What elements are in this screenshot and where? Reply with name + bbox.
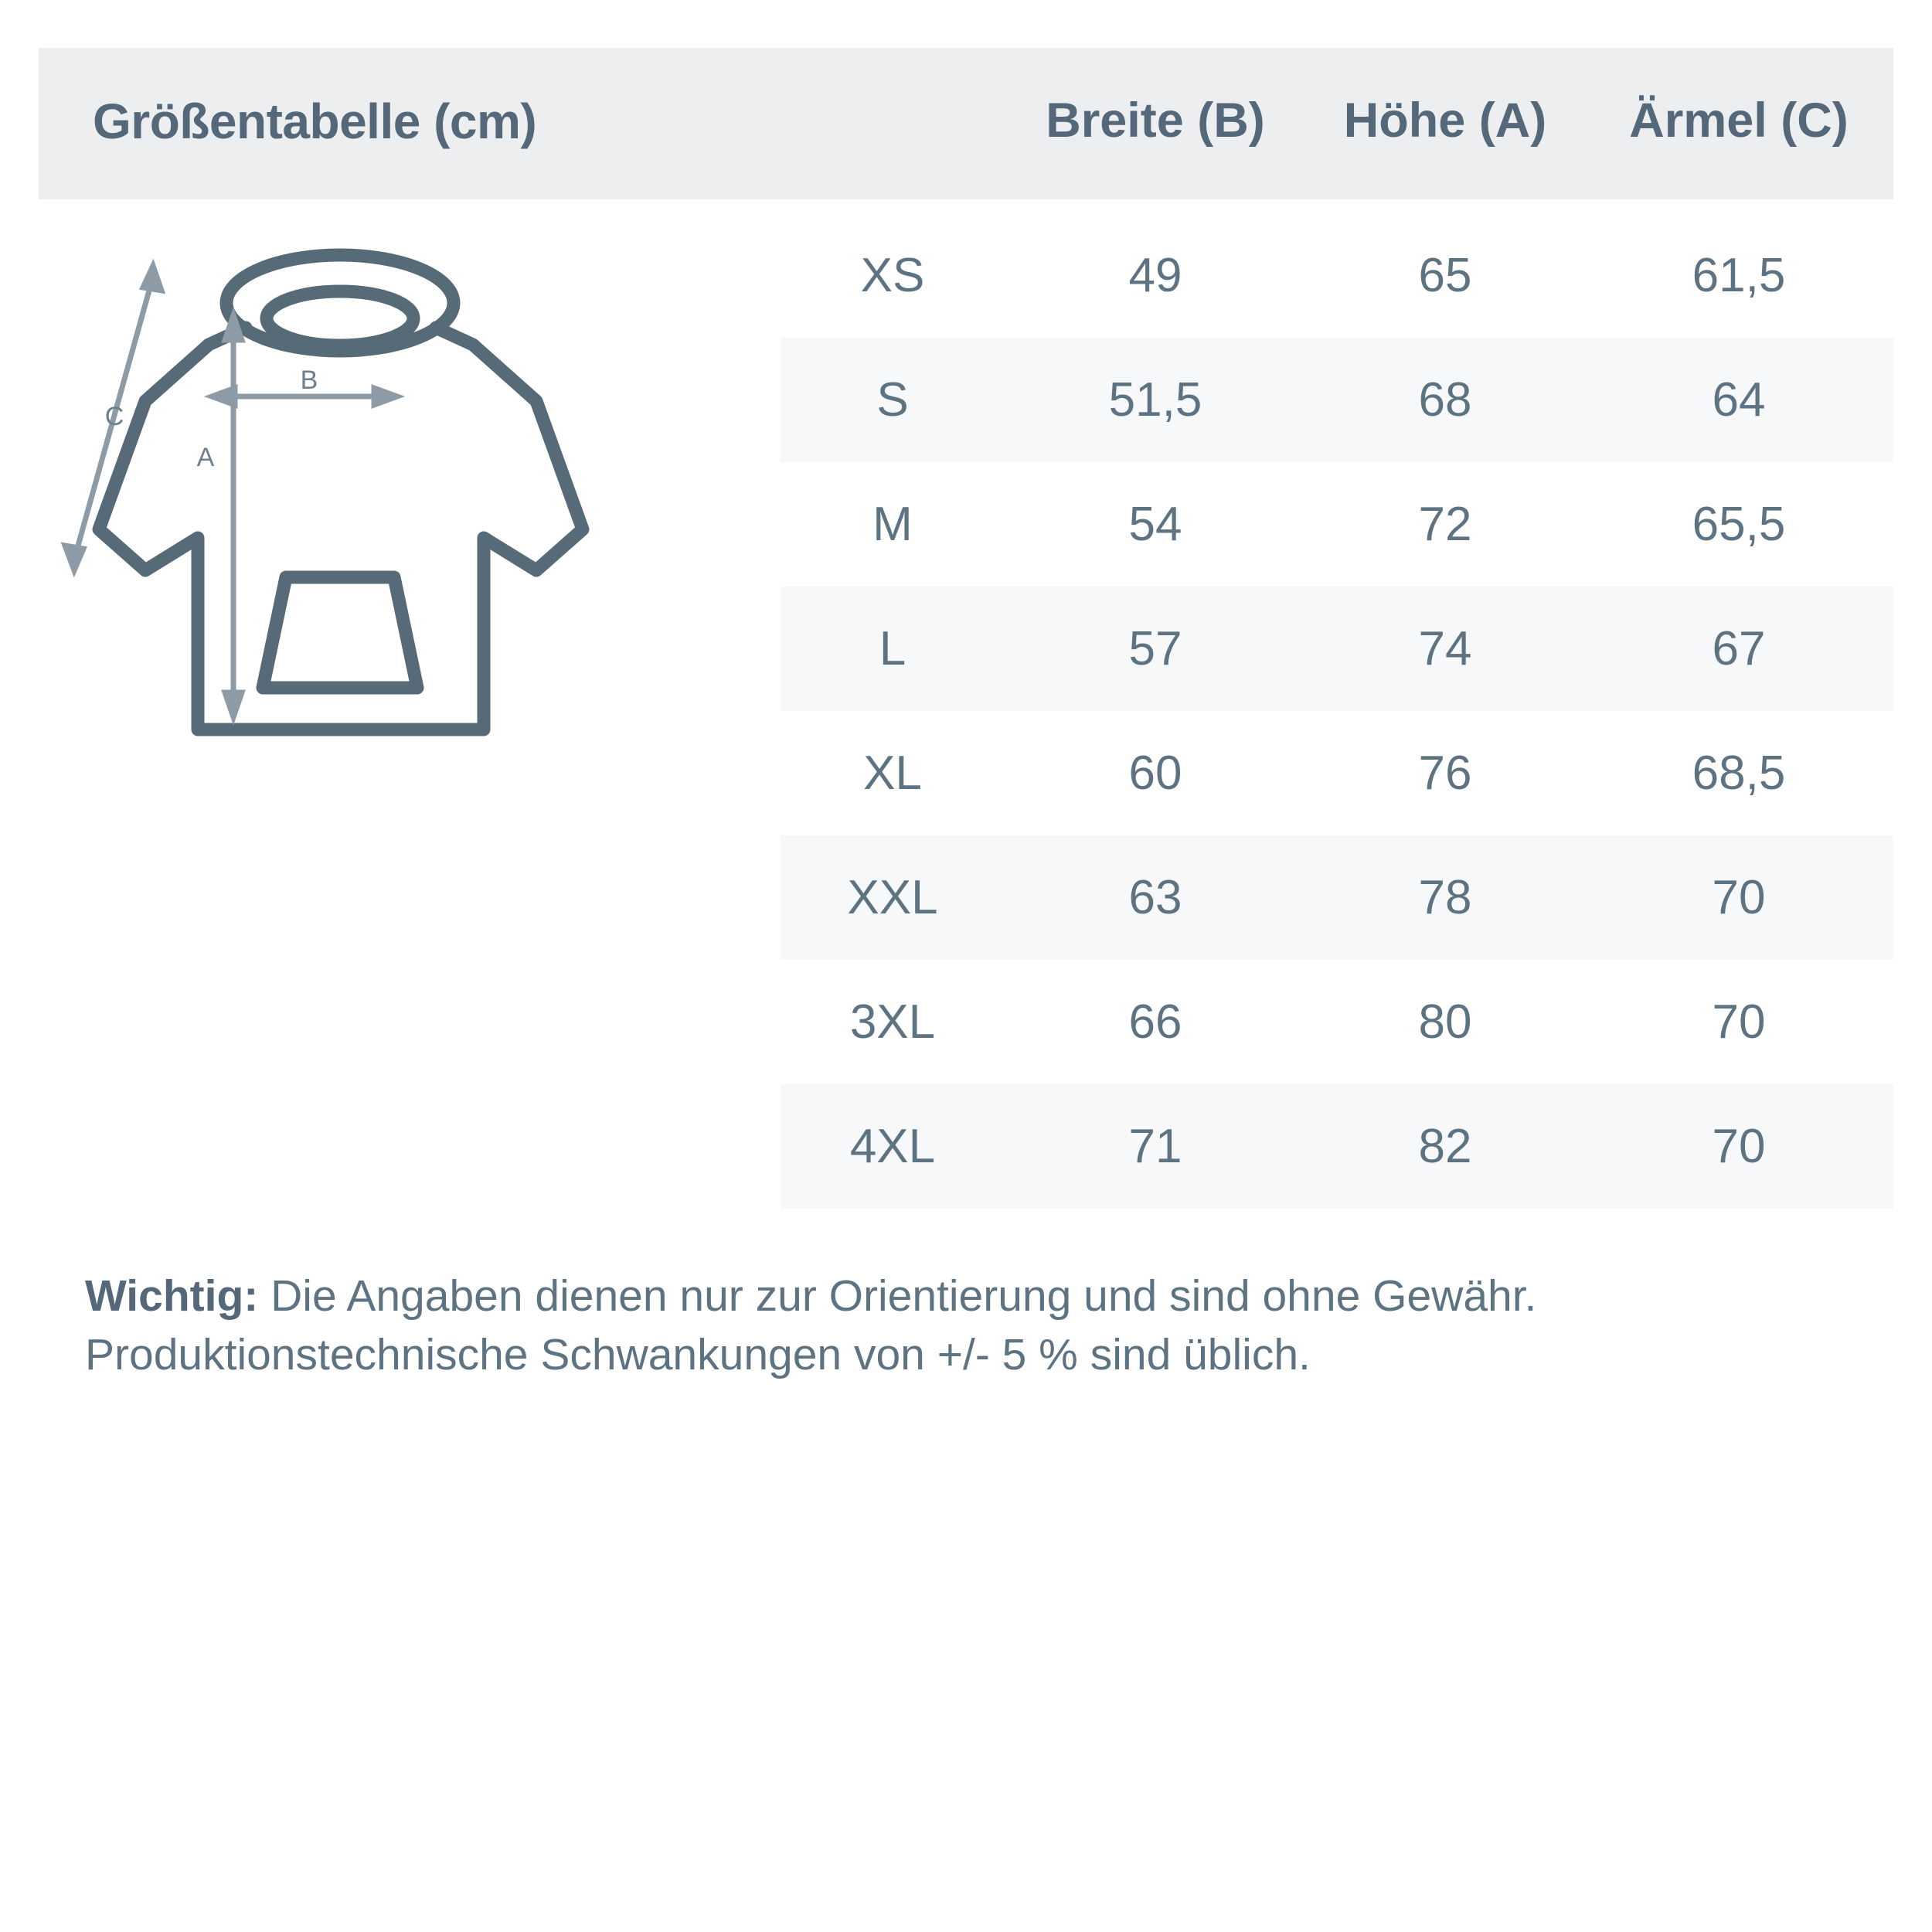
footnote-lead: Wichtig: xyxy=(85,1271,259,1321)
cell-aermel: 70 xyxy=(1712,995,1766,1049)
size-table-wrapper xyxy=(781,213,1893,1209)
table-row xyxy=(781,1084,1893,1209)
table-row xyxy=(781,462,1893,587)
cell-size: 4XL xyxy=(781,1084,1005,1209)
header-col-hoehe: Höhe (A) xyxy=(1343,94,1547,148)
cell-aermel: 68,5 xyxy=(1692,747,1786,800)
table-row xyxy=(781,587,1893,711)
cell-size: XXL xyxy=(781,835,1005,960)
header-col-aermel: Ärmel (C) xyxy=(1629,94,1849,148)
cell-breite: 63 xyxy=(1005,835,1306,960)
cell-size: L xyxy=(781,587,1005,711)
cell-size: 3XL xyxy=(849,995,936,1049)
cell-breite: 60 xyxy=(1128,747,1182,800)
cell-hoehe: 82 xyxy=(1306,1084,1584,1209)
cell-hoehe: 72 xyxy=(1418,498,1472,551)
cell-hoehe: 76 xyxy=(1418,747,1472,800)
cell-size: XL xyxy=(863,747,922,800)
cell-breite: 51,5 xyxy=(1005,338,1306,462)
header-band xyxy=(39,48,1893,199)
hoodie-icon xyxy=(54,232,765,819)
table-row xyxy=(781,338,1893,462)
cell-aermel: 70 xyxy=(1584,835,1893,960)
hoodie-diagram xyxy=(54,232,765,819)
cell-breite: 66 xyxy=(1128,995,1182,1049)
header-column-labels xyxy=(1005,93,1893,155)
page-title: Größentabelle (cm) xyxy=(93,94,537,149)
cell-breite: 71 xyxy=(1005,1084,1306,1209)
table-row xyxy=(781,835,1893,960)
cell-breite: 54 xyxy=(1128,498,1182,551)
footnote xyxy=(85,1267,1886,1385)
table-row xyxy=(781,711,1893,835)
cell-hoehe: 65 xyxy=(1418,249,1472,302)
cell-breite: 57 xyxy=(1005,587,1306,711)
cell-hoehe: 80 xyxy=(1418,995,1472,1049)
cell-size: XS xyxy=(860,249,925,302)
cell-aermel: 61,5 xyxy=(1692,249,1786,302)
table-row xyxy=(781,960,1893,1084)
cell-aermel: 64 xyxy=(1584,338,1893,462)
cell-aermel: 70 xyxy=(1584,1084,1893,1209)
cell-hoehe: 78 xyxy=(1306,835,1584,960)
header-col-breite: Breite (B) xyxy=(1046,94,1265,148)
footnote-text: Die Angaben dienen nur zur Orientierung und sind ohne Gewähr. Produktionstechnische Schwankungen von +/- 5 % sind üblich. xyxy=(85,1271,1537,1379)
table-row xyxy=(781,213,1893,338)
cell-hoehe: 68 xyxy=(1306,338,1584,462)
cell-size: S xyxy=(781,338,1005,462)
size-table xyxy=(781,213,1893,1209)
cell-hoehe: 74 xyxy=(1306,587,1584,711)
cell-aermel: 65,5 xyxy=(1692,498,1786,551)
label-a: A xyxy=(196,443,215,472)
cell-size: M xyxy=(872,498,913,551)
cell-aermel: 67 xyxy=(1584,587,1893,711)
label-c: C xyxy=(104,402,124,431)
label-b: B xyxy=(300,366,318,395)
cell-breite: 49 xyxy=(1128,249,1182,302)
